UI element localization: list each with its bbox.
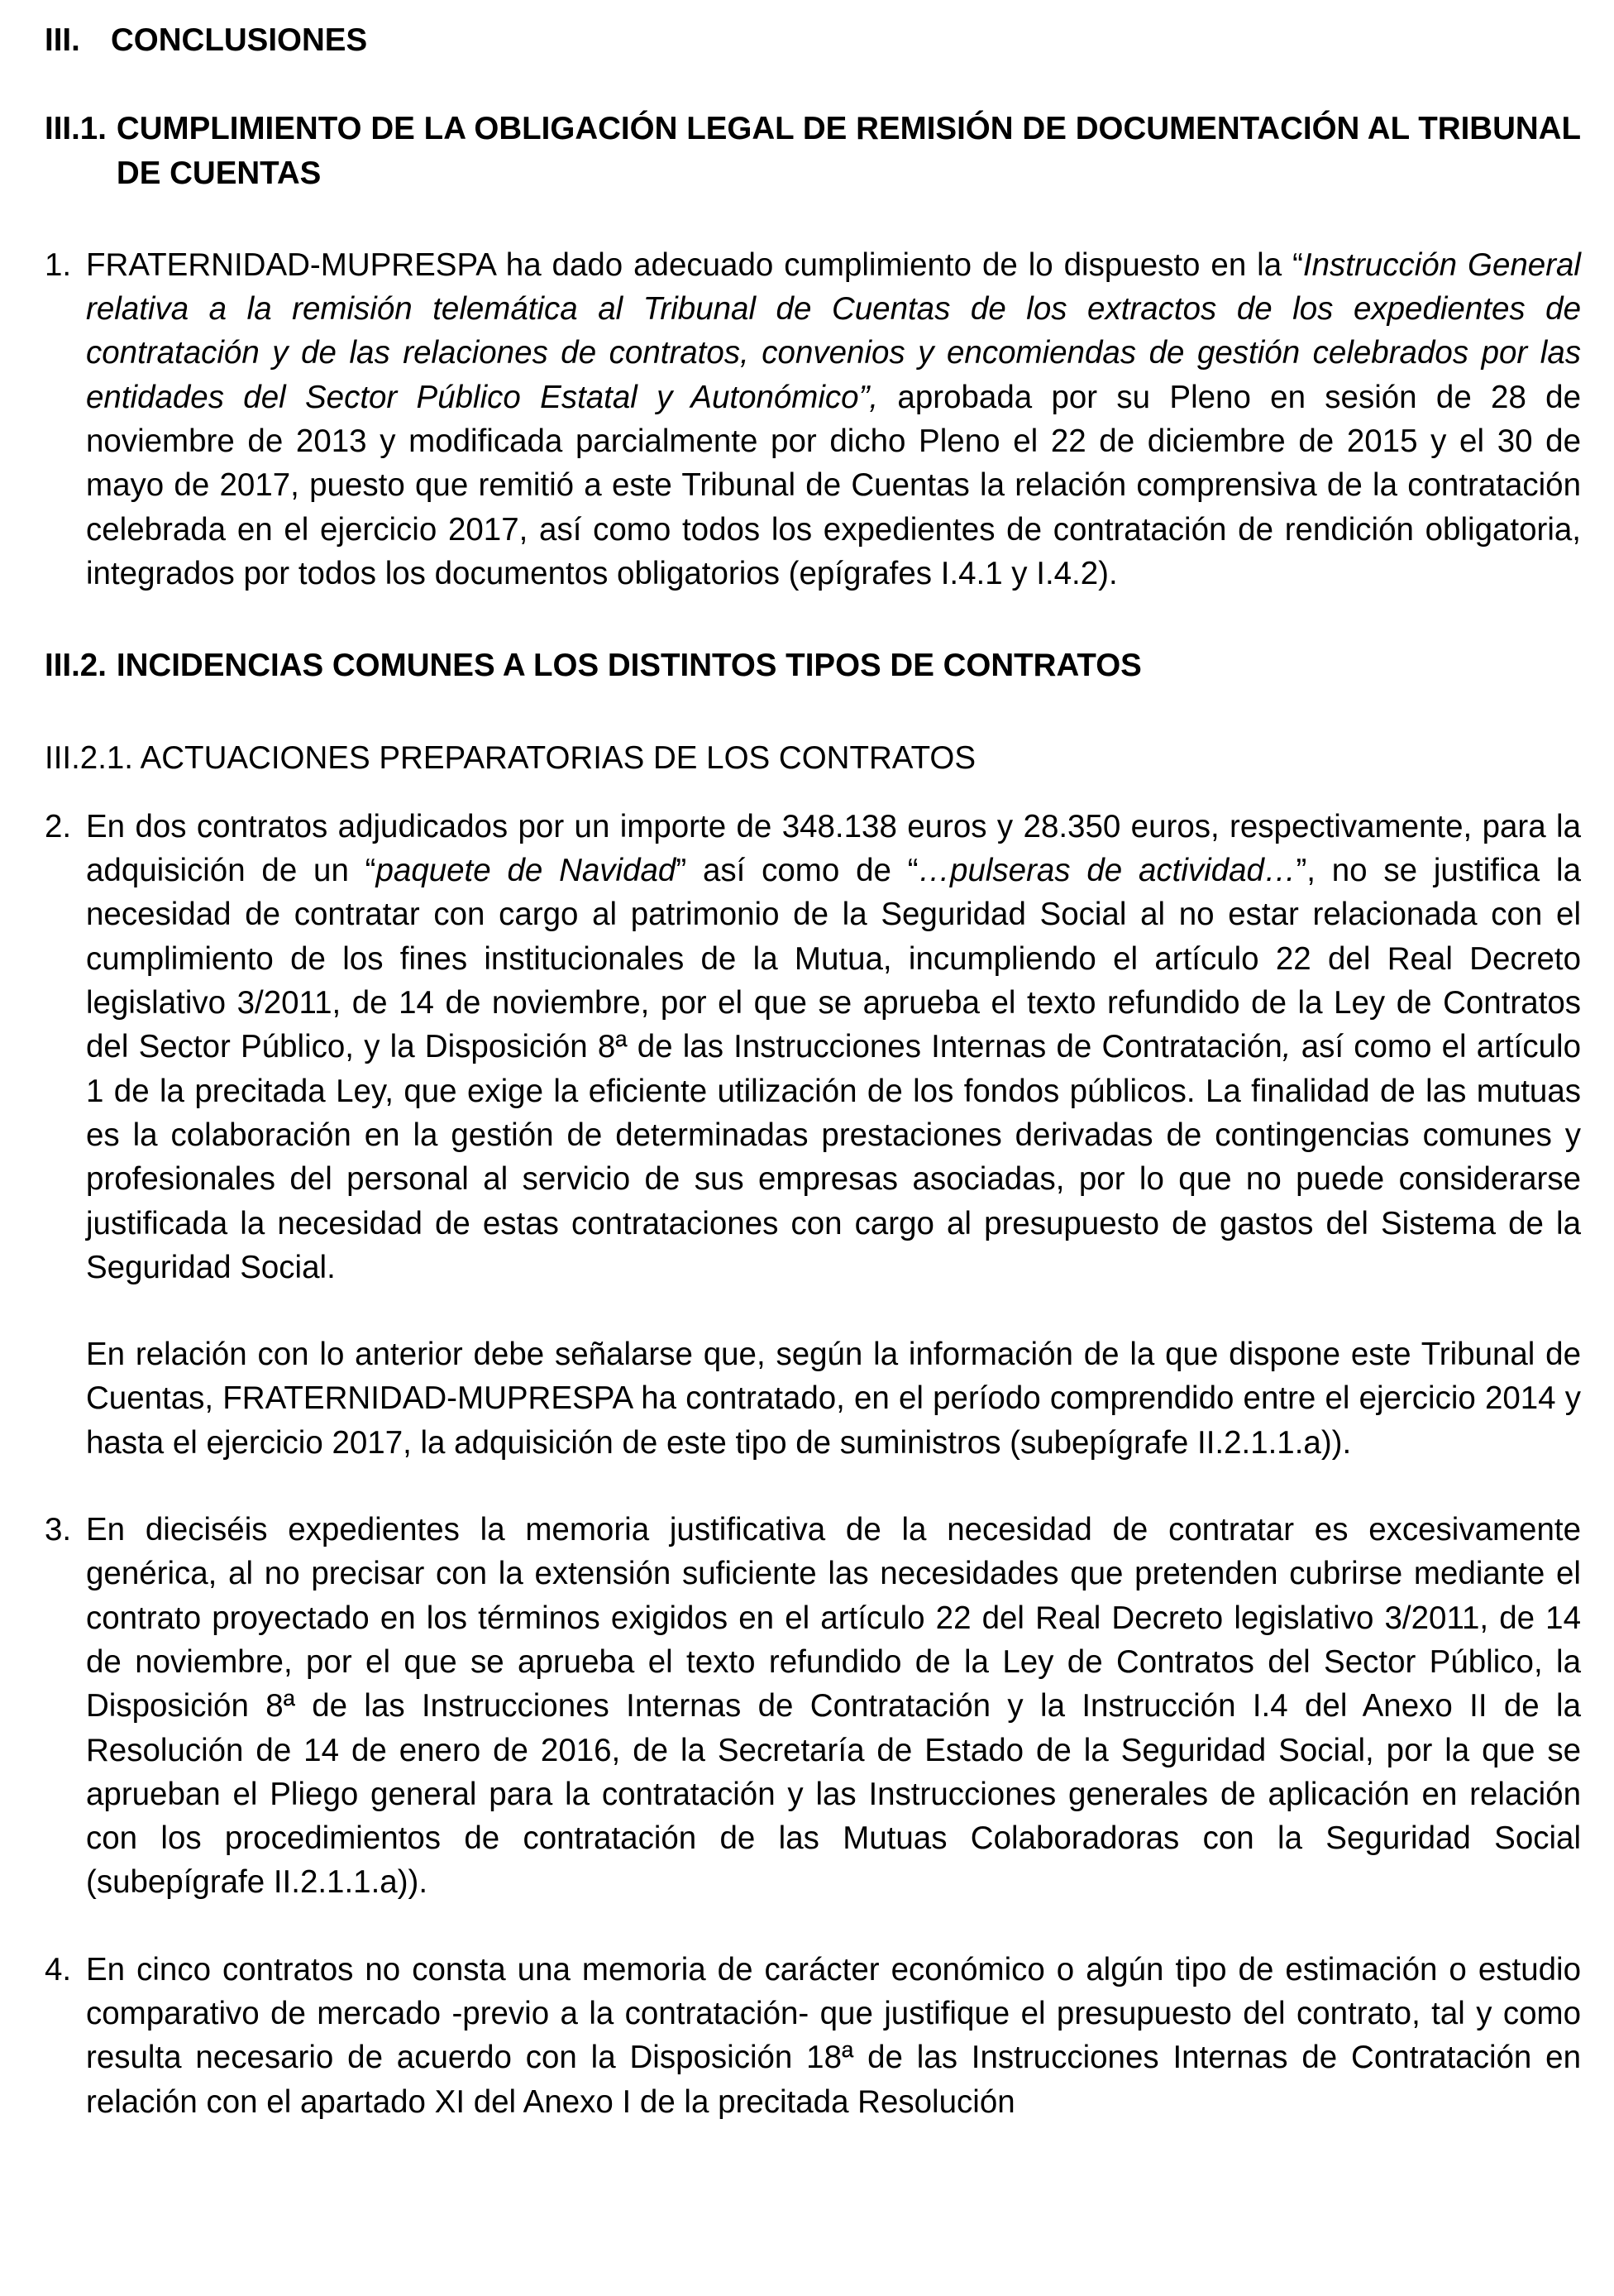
subsubsection-heading: III.2.1. ACTUACIONES PREPARATORIAS DE LOS CONTRATOS [45, 739, 977, 776]
text-run-italic: …pulseras de actividad… [918, 853, 1296, 889]
section-title: CONCLUSIONES [111, 22, 368, 58]
text-run: así como el artículo 1 de la precitada Ley, que exige la eficiente utilización de los fondos públicos. La finalidad de las mutuas es la colaboración en la gestión de determinadas prestaciones derivadas de contingencias comunes y profesionales del personal al servicio de sus empresas asociadas, por lo que no puede considerarse justificada la necesidad de estas contrataciones con cargo al presupuesto de gastos del Sistema de la Seguridad Social. [86, 1029, 1581, 1285]
text-run-italic: paquete de Navidad [375, 853, 676, 889]
text-run-italic: Instrucción General relativa a la remisión telemática al Tribunal de Cuentas de los extractos de los expedientes de contratación y de las relaciones de contratos, convenios y encomiendas de gestión celebrados por las entidades del Sector Público Estatal y Autonómico”, [86, 246, 1581, 415]
section-heading [45, 18, 1581, 62]
item-2-continuation: En relación con lo anterior debe señalarse que, según la información de la que dispone este Tribunal de Cuentas, FRATERNIDAD-MUPRESPA ha contratado, en el período comprendido entre el ejercicio 2014 y hasta el ejercicio 2017, la adquisición de este tipo de suministros (subepígrafe II.2.1.1.a)). [86, 1337, 1581, 1461]
item-number: 1. [45, 246, 72, 283]
subsection-title: INCIDENCIAS COMUNES A LOS DISTINTOS TIPOS DE CONTRATOS [116, 648, 1142, 684]
text-run: En dos contratos adjudicados por un importe de 348.138 euros y 28.350 euros, respectivamente, para la adquisición de un “ [86, 808, 1581, 889]
item-number: 2. [45, 808, 72, 844]
subsection-heading-2 [45, 643, 1581, 687]
item-number: 3. [45, 1512, 72, 1548]
conclusion-item-3 [45, 1508, 1581, 1905]
conclusion-item-1 [45, 243, 1581, 596]
item-text: En cinco contratos no consta una memoria de carácter económico o algún tipo de estimación o estudio comparativo de mercado -previo a la contratación- que justifique el presupuesto del contrato, tal y como resulta necesario de acuerdo con la Disposición 18ª de las Instrucciones Internas de Contratación en relación con el apartado XI del Anexo I de la precitada Resolución [86, 1951, 1581, 2120]
text-run: ”, no se justifica la necesidad de contratar con cargo al patrimonio de la Seguridad Social al no estar relacionada con el cumplimiento de los fines institucionales de la Mutua, incumpliendo el artículo 22 del Real Decreto legislativo 3/2011, de 14 de noviembre, por el que se aprueba el texto refundido de la Ley de Contratos del Sector Público, y la Disposición 8ª de las Instrucciones Internas de Contratación [86, 853, 1581, 1065]
item-text: En dieciséis expedientes la memoria justificativa de la necesidad de contratar es excesivamente genérica, al no precisar con la extensión suficiente las necesidades que pretenden cubrirse mediante el contrato proyectado en los términos exigidos en el artículo 22 del Real Decreto legislativo 3/2011, de 14 de noviembre, por el que se aprueba el texto refundido de la Ley de Contratos del Sector Público, la Disposición 8ª de las Instrucciones Internas de Contratación y la Instrucción I.4 del Anexo II de la Resolución de 14 de enero de 2016, de la Secretaría de Estado de la Seguridad Social, por la que se aprueban el Pliego general para la contratación y las Instrucciones generales de aplicación en relación con los procedimientos de contratación de las Mutuas Colaboradoras con la Seguridad Social (subepígrafe II.2.1.1.a)). [86, 1512, 1581, 1901]
section-number: III. [45, 22, 80, 58]
item-number: 4. [45, 1951, 72, 1987]
text-run: ” así como de “ [676, 853, 919, 889]
item-text [86, 243, 1581, 596]
text-run-italic: , [1282, 1029, 1292, 1065]
conclusion-item-4 [45, 1948, 1581, 2124]
document-page [45, 18, 1581, 2124]
conclusion-item-2 [45, 805, 1581, 1289]
item-text [86, 805, 1581, 1289]
subsection-number: III.1. [45, 111, 107, 147]
subsection-heading-1 [45, 107, 1581, 195]
subsection-number: III.2. [45, 648, 107, 684]
subsection-title: CUMPLIMIENTO DE LA OBLIGACIÓN LEGAL DE REMISIÓN DE DOCUMENTACIÓN AL TRIBUNAL DE CUENTAS [116, 111, 1581, 191]
text-run: aprobada por su Pleno en sesión de 28 de noviembre de 2013 y modificada parcialmente por dicho Pleno el 22 de diciembre de 2015 y el 30 de mayo de 2017, puesto que remitió a este Tribunal de Cuentas la relación comprensiva de la contratación celebrada en el ejercicio 2017, así como todos los expedientes de contratación de rendición obligatoria, integrados por todos los documentos obligatorios (epígrafes I.4.1 y I.4.2). [86, 379, 1581, 591]
text-run: FRATERNIDAD-MUPRESPA ha dado adecuado cumplimiento de lo dispuesto en la “ [86, 246, 1303, 283]
